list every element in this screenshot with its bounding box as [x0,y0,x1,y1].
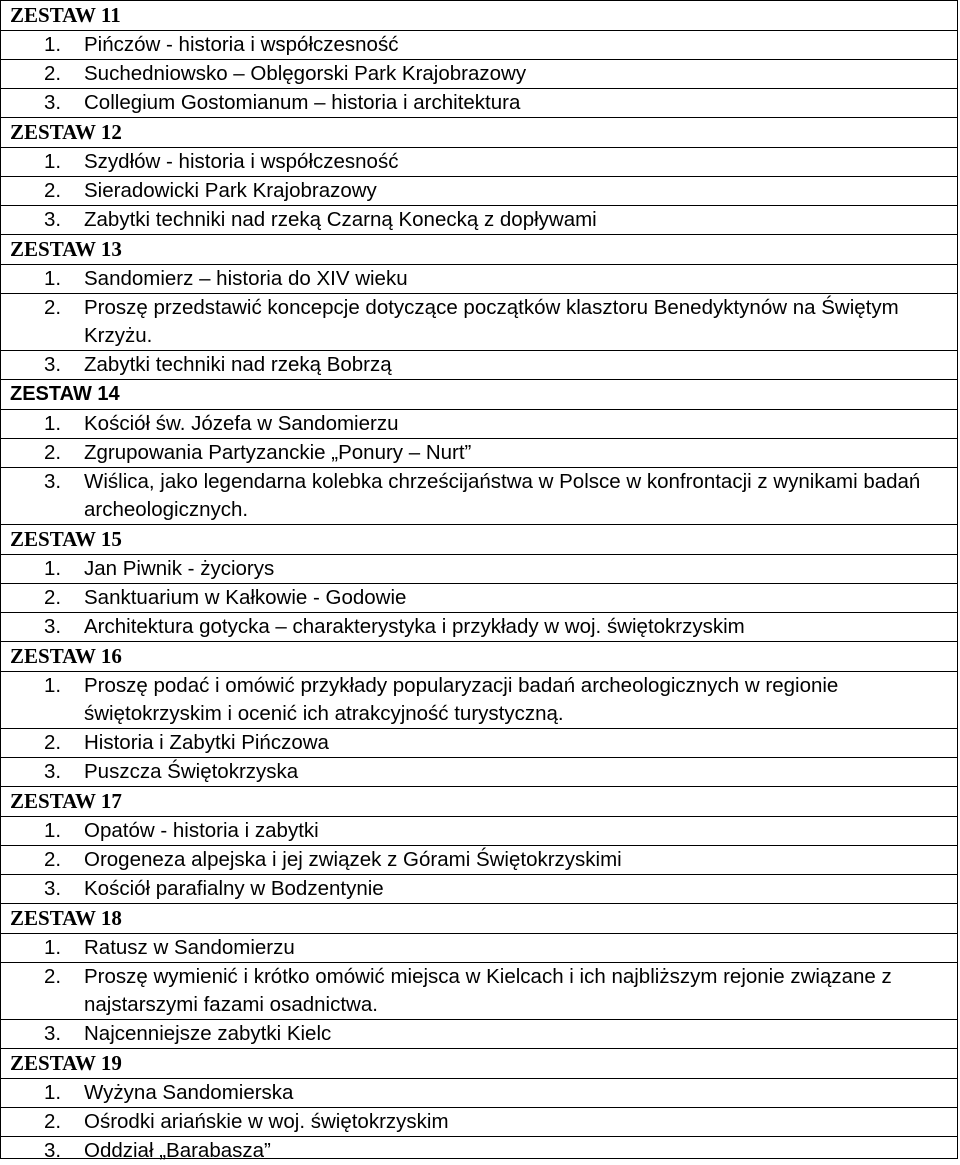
topic-number: 1. [44,1081,62,1104]
topic-row [1,672,957,729]
set-heading-row [1,380,957,410]
set-heading: ZESTAW 18 [10,906,122,930]
set-heading: ZESTAW 12 [10,120,122,144]
topic-text: Kościół św. Józefa w Sandomierzu [84,412,399,435]
topic-text: Wiślica, jako legendarna kolebka chrześcijaństwa w Polsce w konfrontacji z wynikami badań archeologicznych. [84,470,921,521]
topic-text: Collegium Gostomianum – historia i architektura [84,91,521,114]
topic-number: 2. [44,586,62,609]
topic-number: 1. [44,936,62,959]
topic-item [1,963,957,1019]
topic-row [1,1108,957,1137]
topic-number: 3. [44,760,62,783]
topic-item [1,555,957,583]
topic-number: 2. [44,1110,62,1133]
topic-row [1,613,957,642]
topic-row [1,177,957,206]
topic-item [1,410,957,438]
topic-text: Sanktuarium w Kałkowie - Godowie [84,586,407,609]
set-heading: ZESTAW 11 [10,3,121,27]
topic-item [1,1020,957,1048]
topic-row [1,294,957,351]
set-heading-row [1,642,957,672]
topic-row [1,963,957,1020]
topic-text: Zabytki techniki nad rzeką Bobrzą [84,353,392,376]
topic-number: 2. [44,848,62,871]
topic-item [1,60,957,88]
topic-item [1,148,957,176]
topic-row [1,758,957,787]
topic-item [1,206,957,234]
topic-text: Proszę wymienić i krótko omówić miejsca w Kielcach i ich najbliższym rejonie związane z najstarszymi fazami osadnictwa. [84,965,892,1016]
topic-text: Puszcza Świętokrzyska [84,760,299,783]
topic-row [1,89,957,118]
topic-row [1,555,957,584]
topic-item [1,672,957,728]
set-heading-row [1,904,957,934]
topic-text: Proszę przedstawić koncepcje dotyczące początków klasztoru Benedyktynów na Świętym Krzyżu. [84,296,899,347]
topic-text: Jan Piwnik - życiorys [84,557,275,580]
set-heading: ZESTAW 16 [10,644,122,668]
topic-item [1,89,957,117]
topic-row [1,584,957,613]
topic-number: 2. [44,441,62,464]
topic-text: Sandomierz – historia do XIV wieku [84,267,408,290]
topic-number: 2. [44,179,62,202]
topic-item [1,1079,957,1107]
set-heading: ZESTAW 14 [10,383,120,405]
set-heading-row [1,787,957,817]
topic-number: 3. [44,208,62,231]
topic-row [1,468,957,525]
topic-number: 3. [44,353,62,376]
topic-text: Opatów - historia i zabytki [84,819,319,842]
topic-text: Sieradowicki Park Krajobrazowy [84,179,377,202]
topic-number: 1. [44,819,62,842]
topic-row [1,729,957,758]
topic-item [1,294,957,350]
topic-row [1,1020,957,1049]
topic-row [1,351,957,380]
topic-text: Pińczów - historia i współczesność [84,33,399,56]
set-heading-row [1,1049,957,1079]
topic-row [1,1079,957,1108]
topic-number: 2. [44,296,62,319]
set-heading: ZESTAW 15 [10,527,122,551]
topic-row [1,934,957,963]
topic-number: 1. [44,557,62,580]
topic-row [1,206,957,235]
topic-number: 3. [44,91,62,114]
topic-number: 3. [44,1022,62,1045]
topic-number: 1. [44,267,62,290]
topic-text: Najcenniejsze zabytki Kielc [84,1022,332,1045]
topic-number: 1. [44,674,62,697]
topic-row [1,875,957,904]
set-heading: ZESTAW 17 [10,789,122,813]
topic-text: Zabytki techniki nad rzeką Czarną Konecką z dopływami [84,208,597,231]
topic-text: Szydłów - historia i współczesność [84,150,399,173]
topic-item [1,729,957,757]
topic-text: Kościół parafialny w Bodzentynie [84,877,384,900]
topic-number: 1. [44,150,62,173]
topic-number: 1. [44,33,62,56]
topic-number: 3. [44,1139,62,1162]
topic-number: 3. [44,877,62,900]
topic-item [1,934,957,962]
topic-text: Zgrupowania Partyzanckie „Ponury – Nurt” [84,441,472,464]
set-heading-row [1,235,957,265]
topic-number: 1. [44,412,62,435]
topic-text: Ratusz w Sandomierzu [84,936,295,959]
topic-text: Oddział „Barabasza” [84,1139,271,1162]
topic-row [1,265,957,294]
topic-text: Architektura gotycka – charakterystyka i przykłady w woj. świętokrzyskim [84,615,745,638]
topic-text: Ośrodki ariańskie w woj. świętokrzyskim [84,1110,449,1133]
set-heading: ZESTAW 19 [10,1051,122,1075]
topic-item [1,439,957,467]
topic-number: 2. [44,62,62,85]
topic-row [1,60,957,89]
topic-number: 3. [44,470,62,493]
topic-number: 2. [44,731,62,754]
topic-number: 3. [44,615,62,638]
topic-row [1,31,957,60]
topic-row [1,439,957,468]
topic-item [1,613,957,641]
set-heading-row [1,525,957,555]
topic-text: Wyżyna Sandomierska [84,1081,294,1104]
set-heading-row [1,1,957,31]
topic-row [1,148,957,177]
topic-text: Proszę podać i omówić przykłady popularyzacji badań archeologicznych w regionie świętokrzyskim i ocenić ich atrakcyjność turystyczną. [84,674,839,725]
topic-item [1,817,957,845]
topic-item [1,177,957,205]
topic-row [1,410,957,439]
topic-item [1,351,957,379]
topic-text: Historia i Zabytki Pińczowa [84,731,329,754]
set-heading: ZESTAW 13 [10,237,122,261]
topic-item [1,875,957,903]
topic-row [1,846,957,875]
topic-text: Orogeneza alpejska i jej związek z Górami Świętokrzyskimi [84,848,622,871]
topic-row [1,817,957,846]
topic-number: 2. [44,965,62,988]
set-heading-row [1,118,957,148]
topic-item [1,584,957,612]
topic-item [1,468,957,524]
topic-item [1,265,957,293]
topic-text: Suchedniowsko – Oblęgorski Park Krajobrazowy [84,62,527,85]
topic-item [1,1108,957,1136]
topic-item [1,31,957,59]
topic-item [1,758,957,786]
topic-item [1,846,957,874]
